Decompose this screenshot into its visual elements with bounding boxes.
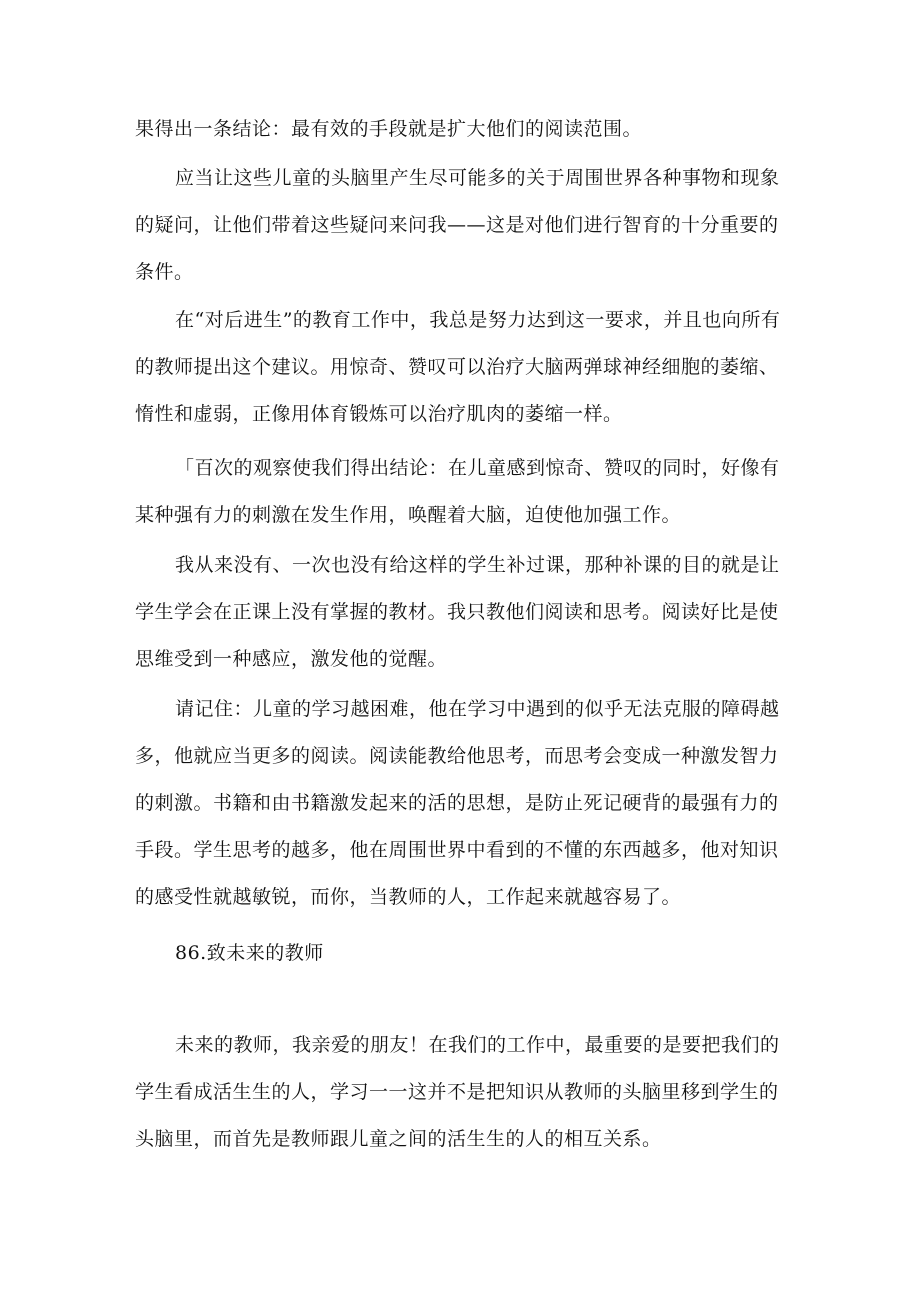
paragraph-5: 我从来没有、一次也没有给这样的学生补过课，那种补课的目的就是让学生学会在正课上没有掌握的教材。我只教他们阅读和思考。阅读好比是使思维受到一种感应，激发他的觉醒。	[135, 554, 780, 670]
section-heading: 86.致未来的教师	[175, 942, 324, 964]
paragraph-4: 「百次的观察使我们得出结论：在儿童感到惊奇、赞叹的同时，好像有某种强有力的刺激在发生作用，唤醒着大脑，迫使他加强工作。	[135, 457, 780, 526]
paragraph-7: 未来的教师，我亲爱的朋友！在我们的工作中，最重要的是要把我们的学生看成活生生的人，学习一一这并不是把知识从教师的头脑里移到学生的头脑里，而首先是教师跟儿童之间的活生生的人的相互关系。	[135, 1034, 780, 1150]
paragraph-1: 果得出一条结论：最有效的手段就是扩大他们的阅读范围。	[135, 118, 643, 140]
paragraph-6: 请记住：儿童的学习越困难，他在学习中遇到的似乎无法克服的障碍越多，他就应当更多的阅读。阅读能教给他思考，而思考会变成一种激发智力的刺激。书籍和由书籍激发起来的活的思想，是防止死记硬背的最强有力的手段。学生思考的越多，他在周围世界中看到的不懂的东西越多，他对知识的感受性就越敏锐，而你，当教师的人，工作起来就越容易了。	[135, 698, 780, 908]
paragraph-2: 应当让这些儿童的头脑里产生尽可能多的关于周围世界各种事物和现象的疑问，让他们带着这些疑问来问我——这是对他们进行智育的十分重要的条件。	[135, 167, 780, 283]
paragraph-3: 在“对后进生”的教育工作中，我总是努力达到这一要求，并且也向所有的教师提出这个建议。用惊奇、赞叹可以治疗大脑两弹球神经细胞的萎缩、惰性和虚弱，正像用体育锻炼可以治疗肌肉的萎缩一样。	[135, 309, 781, 425]
